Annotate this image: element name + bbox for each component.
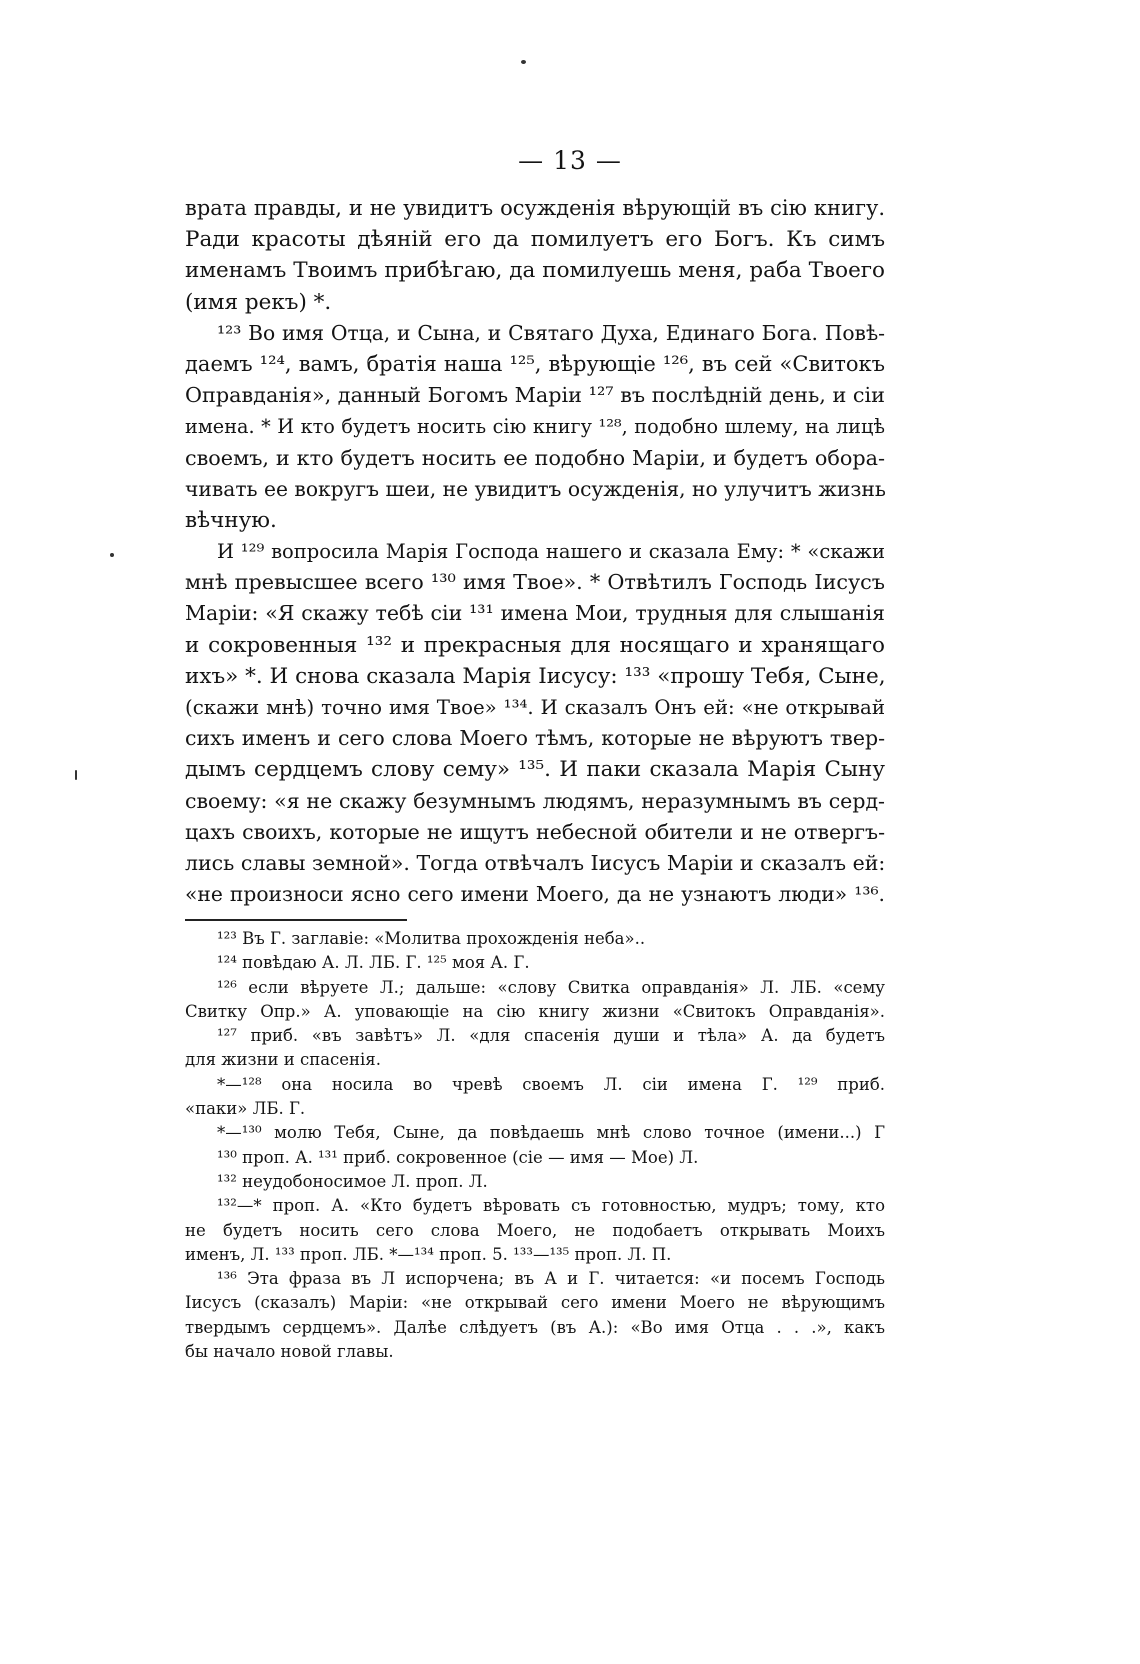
text-line: «не произноси ясно сего имени Моего, да не узнаютъ люди» ¹³⁶. [185, 882, 885, 907]
text-line: даемъ ¹²⁴, вамъ, братія наша ¹²⁵, вѣрующіе ¹²⁶, въ сей «Свитокъ [185, 351, 885, 376]
text-line: мнѣ превысшее всего ¹³⁰ имя Твое». * Отвѣтилъ Господь Іисусъ [185, 570, 885, 595]
footnote-line: для жизни и спасенія. [185, 1050, 381, 1070]
main-text [185, 193, 885, 910]
footnote-line: *—¹²⁸ она носила во чревѣ своемъ Л. сіи имена Г. ¹²⁹ приб. [217, 1074, 885, 1094]
text-line: Маріи: «Я скажу тебѣ сіи ¹³¹ имена Мои, трудныя для слышанія [185, 601, 885, 626]
text-line: вѣчную. [185, 507, 277, 533]
text-line: лись славы земной». Тогда отвѣчалъ Іисусъ Маріи и сказалъ ей: [185, 850, 886, 875]
footnote-line: Іисусъ (сказалъ) Маріи: «не открывай сего имени Моего не вѣрующимъ [185, 1293, 885, 1313]
footnote-line: ¹³⁰ проп. А. ¹³¹ приб. сокровенное (сіе — имя — Мое) Л. [217, 1147, 699, 1167]
text-line: имена. * И кто будетъ носить сію книгу ¹²⁸, подобно шлему, на лицѣ [185, 415, 885, 439]
footnote-line: ¹³² неудобоносимое Л. проп. Л. [217, 1171, 488, 1191]
footnotes [185, 927, 885, 1364]
text-line: своемъ, и кто будетъ носить ее подобно Маріи, и будетъ обора- [185, 445, 885, 470]
footnote-line: ¹²⁴ повѣдаю А. Л. ЛБ. Г. ¹²⁵ моя А. Г. [217, 953, 530, 973]
footnote-line: ¹³²—* проп. А. «Кто будетъ вѣровать съ готовностью, мудръ; тому, кто [217, 1196, 885, 1216]
footnote-line: именъ, Л. ¹³³ проп. ЛБ. *—¹³⁴ проп. 5. ¹³³—¹³⁵ проп. Л. П. [185, 1244, 672, 1264]
footnote-line: Свитку Опр.» А. уповающіе на сію книгу жизни «Свитокъ Оправданія». [185, 1001, 885, 1021]
speck-mark [521, 60, 526, 64]
footnote-line: *—¹³⁰ молю Тебя, Сыне, да повѣдаешь мнѣ слово точное (имени...) Г [217, 1123, 885, 1143]
footnote-divider [185, 919, 407, 921]
text-line: своему: «я не скажу безумнымъ людямъ, неразумнымъ въ серд- [185, 788, 885, 813]
text-line: дымъ сердцемъ слову сему» ¹³⁵. И паки сказала Марія Сыну [185, 757, 885, 783]
text-line: (скажи мнѣ) точно имя Твое» ¹³⁴. И сказалъ Онъ ей: «не открывай [185, 696, 885, 719]
text-line: цахъ своихъ, которые не ищутъ небесной обители и не отвергъ- [185, 819, 885, 844]
footnote-line: ¹²⁷ приб. «въ завѣтъ» Л. «для спасенія души и тѣла» А. да будетъ [217, 1026, 885, 1046]
text-line: Оправданія», данный Богомъ Маріи ¹²⁷ въ послѣдній день, и сіи [185, 383, 885, 408]
text-line: ¹²³ Во имя Отца, и Сына, и Святаго Духа, Единаго Бога. Повѣ- [217, 320, 885, 345]
page-number: — 13 — [518, 146, 622, 175]
text-line: сихъ именъ и сего слова Моего тѣмъ, которые не вѣруютъ твер- [185, 726, 885, 751]
text-line: врата правды, и не увидитъ осужденія вѣрующій въ сію книгу. [185, 196, 885, 220]
text-line: Ради красоты дѣяній его да помилуетъ его Богъ. Къ симъ [185, 227, 885, 253]
text-line: и сокровенныя ¹³² и прекрасныя для носящаго и хранящаго [185, 632, 885, 658]
text-line: именамъ Твоимъ прибѣгаю, да помилуешь меня, раба Твоего [185, 258, 885, 284]
footnote-line: ¹²³ Въ Г. заглавіе: «Молитва прохожденія неба».. [217, 929, 646, 948]
speck-mark [110, 553, 114, 557]
text-line: (имя рекъ) *. [185, 289, 332, 315]
footnote-line: не будетъ носить сего слова Моего, не подобаетъ открывать Моихъ [185, 1220, 885, 1240]
text-line: И ¹²⁹ вопросила Марія Господа нашего и сказала Ему: * «скажи [217, 540, 885, 564]
text-line: чивать ее вокругъ шеи, не увидитъ осужденія, но улучитъ жизнь [185, 476, 886, 501]
footnote-line: ¹³⁶ Эта фраза въ Л испорчена; въ А и Г. читается: «и посемъ Господь [217, 1269, 885, 1289]
speck-mark [75, 770, 77, 780]
footnote-line: твердымъ сердцемъ». Далѣе слѣдуетъ (въ А.): «Во имя Отца . . .», какъ [185, 1317, 885, 1337]
footnote-line: ¹²⁶ если вѣруете Л.; дальше: «слову Свитка оправданія» Л. ЛБ. «сему [217, 977, 885, 997]
footnote-line: бы начало новой главы. [185, 1342, 394, 1362]
text-line: ихъ» *. И снова сказала Марія Іисусу: ¹³³ «прошу Тебя, Сыне, [185, 663, 886, 689]
footnote-line: «паки» ЛБ. Г. [185, 1099, 306, 1119]
